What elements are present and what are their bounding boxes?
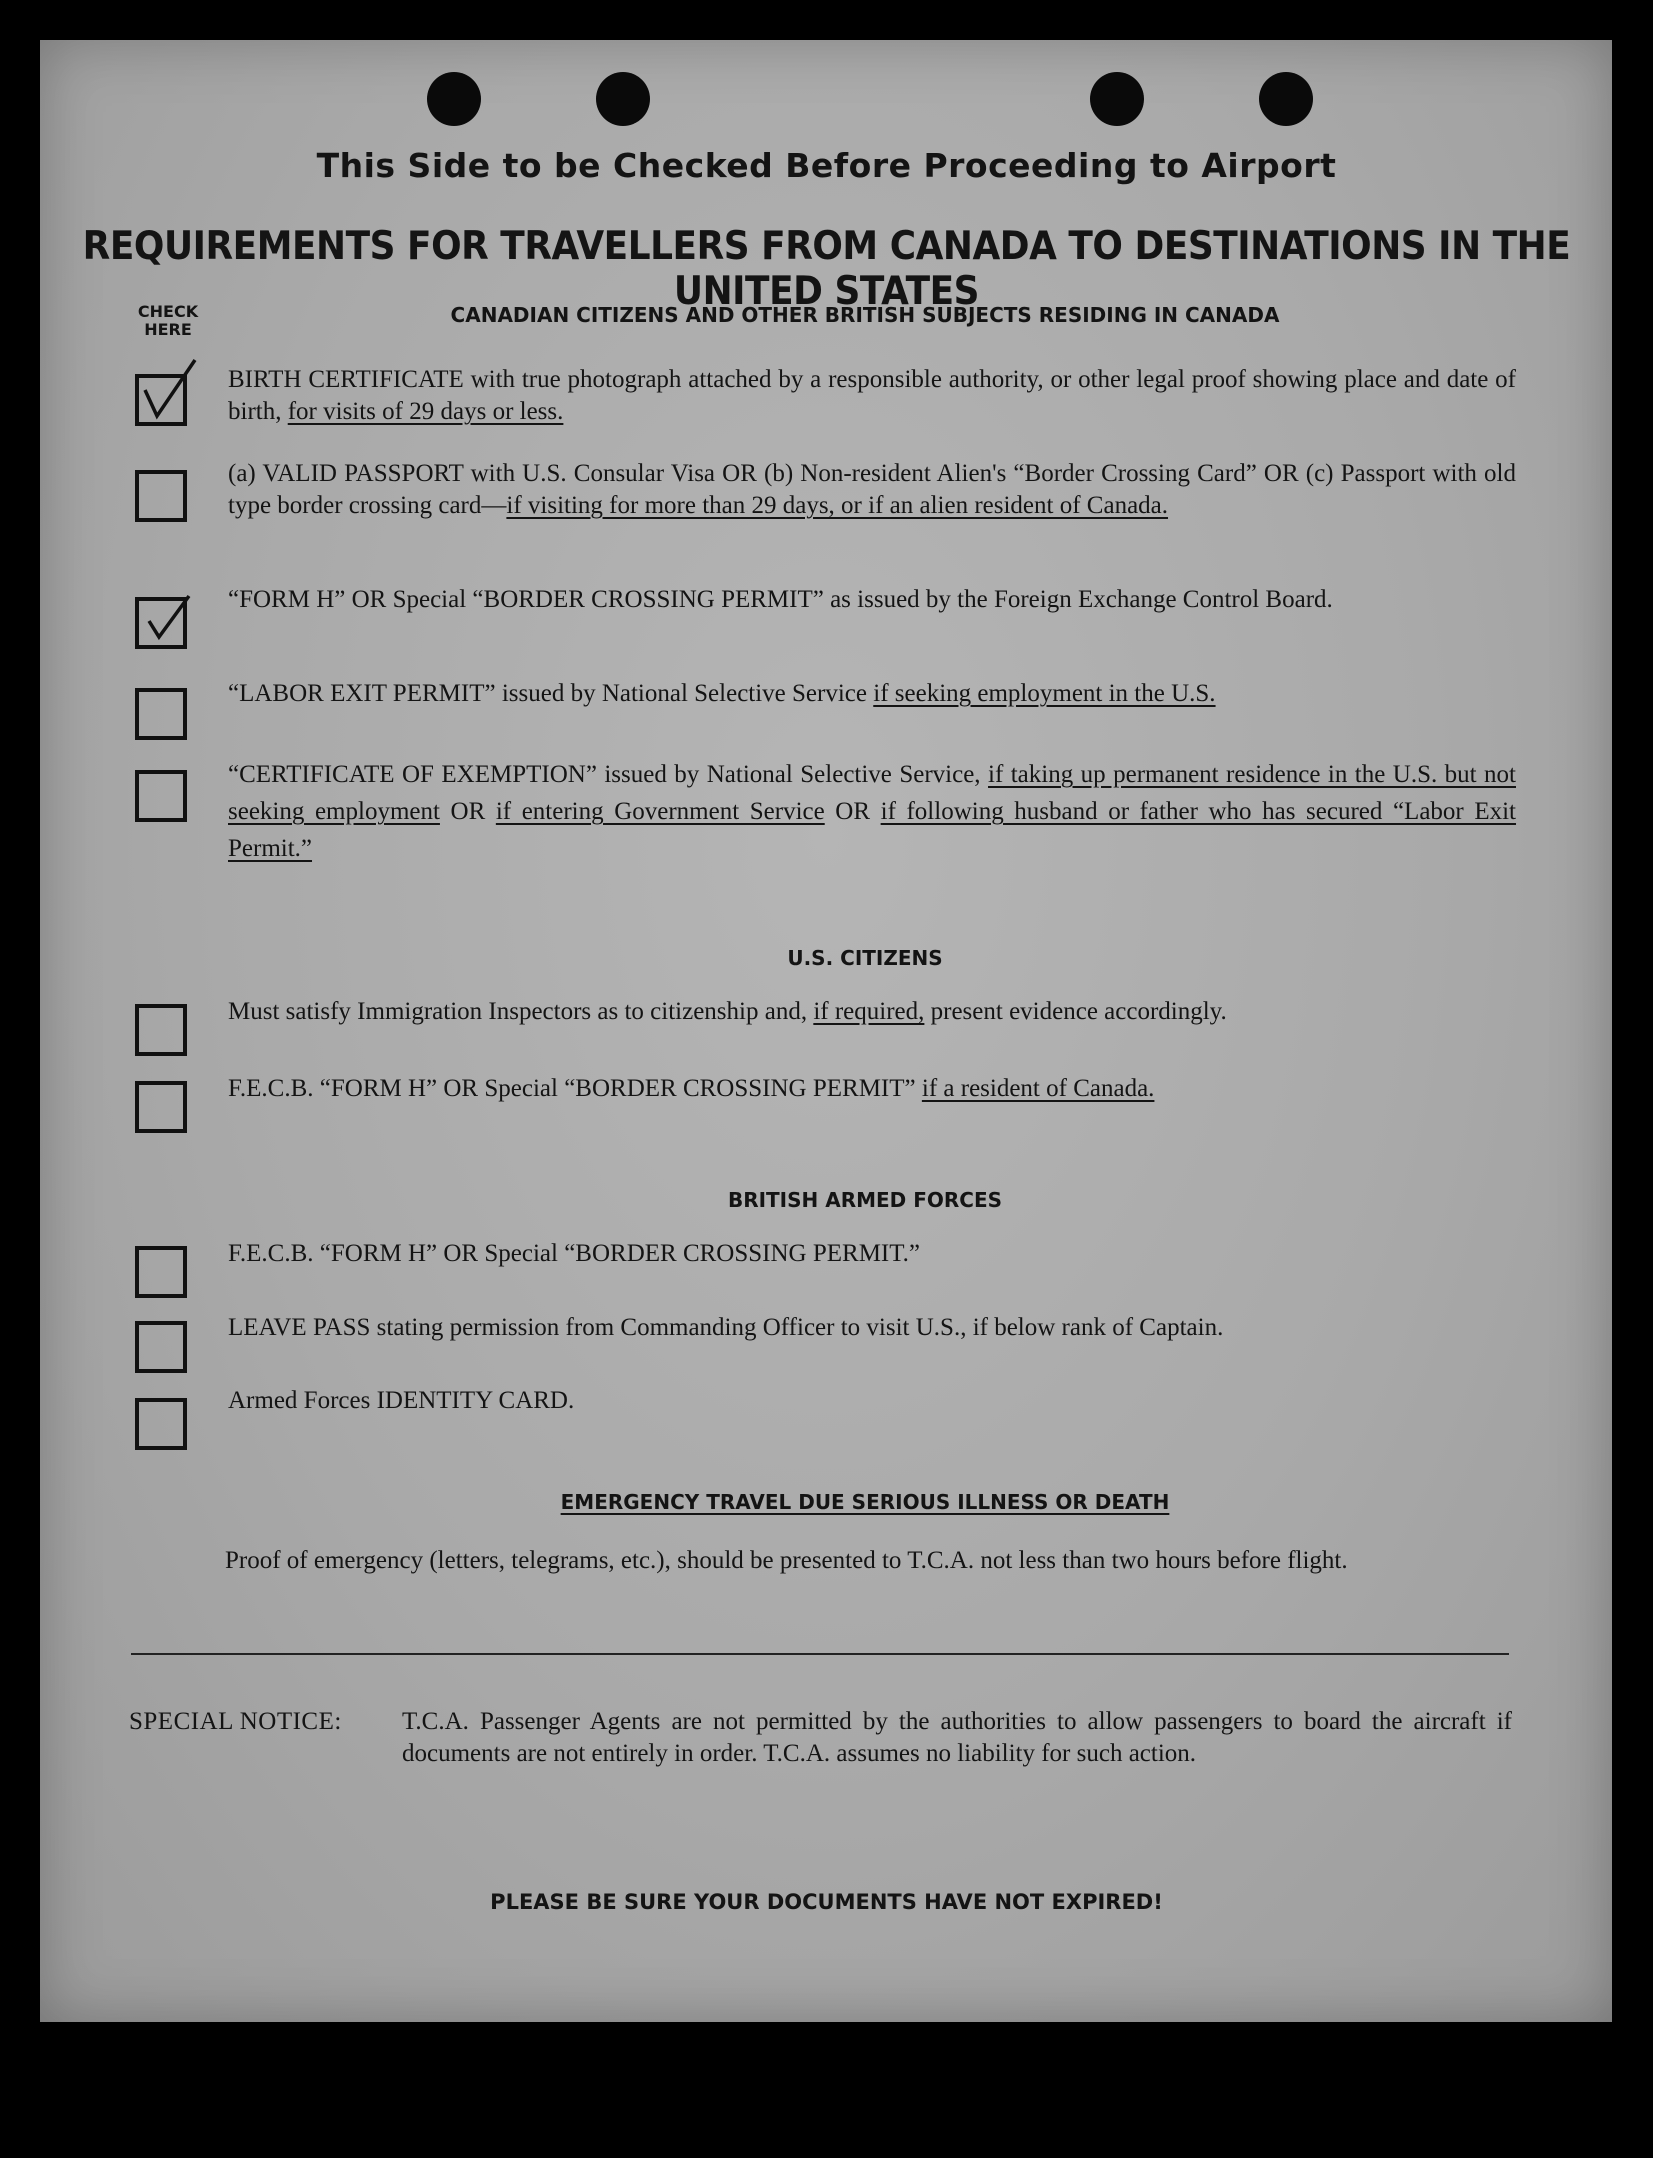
checkbox-leave-pass[interactable] — [135, 1321, 187, 1373]
checkbox-valid-passport[interactable] — [135, 470, 187, 522]
item-labor-exit-permit: “LABOR EXIT PERMIT” issued by National Selective Service if seeking employment in the U.S. — [228, 680, 1216, 707]
checkbox-satisfy-inspectors[interactable] — [135, 1004, 187, 1056]
divider — [131, 1653, 1509, 1655]
top-instruction: This Side to be Checked Before Proceeding to Airport — [316, 146, 1337, 185]
section-us-heading: U.S. CITIZENS — [787, 946, 943, 970]
item-satisfy-inspectors: Must satisfy Immigration Inspectors as to citizenship and, if required, present evidence accordingly. — [228, 998, 1227, 1025]
footer-reminder: PLEASE BE SURE YOUR DOCUMENTS HAVE NOT EXPIRED! — [490, 1890, 1163, 1914]
checkbox-identity-card[interactable] — [135, 1398, 187, 1450]
item-us-fecb-form-h: F.E.C.B. “FORM H” OR Special “BORDER CROSSING PERMIT” if a resident of Canada. — [228, 1075, 1155, 1102]
item-leave-pass: LEAVE PASS stating permission from Commanding Officer to visit U.S., if below rank of Captain. — [228, 1314, 1224, 1341]
checkbox-labor-exit-permit[interactable] — [135, 688, 187, 740]
checkbox-form-h[interactable] — [135, 597, 187, 649]
item-form-h: “FORM H” OR Special “BORDER CROSSING PERMIT” as issued by the Foreign Exchange Control Board. — [228, 586, 1333, 613]
checkmark-icon — [139, 378, 219, 448]
punch-hole — [1090, 72, 1144, 126]
checkbox-birth-certificate[interactable] — [135, 374, 187, 426]
item-birth-certificate: BIRTH CERTIFICATE with true photograph attached by a responsible authority, or other legal proof showing place and date of birth, for visits of 29 days or less. — [228, 366, 1516, 425]
page-title: REQUIREMENTS FOR TRAVELLERS FROM CANADA TO DESTINATIONS IN THE UNITED STATES — [82, 224, 1571, 314]
checkmark-icon — [139, 601, 219, 671]
section-british-heading: BRITISH ARMED FORCES — [727, 1188, 1003, 1212]
special-notice-label: SPECIAL NOTICE: — [129, 1708, 342, 1735]
item-british-fecb-form-h: F.E.C.B. “FORM H” OR Special “BORDER CROSSING PERMIT.” — [228, 1240, 921, 1267]
special-notice-text: T.C.A. Passenger Agents are not permitted by the authorities to allow passengers to board the aircraft if documents are not entirely in order. T.C.A. assumes no liability for such action. — [402, 1708, 1512, 1767]
checkbox-certificate-of-exemption[interactable] — [135, 770, 187, 822]
item-certificate-of-exemption: “CERTIFICATE OF EXEMPTION” issued by National Selective Service, if taking up permanent residence in the U.S. but not seeking employment OR if entering Government Service OR if following husband or father who has secured “Labor Exit Permit.” — [228, 761, 1517, 862]
item-valid-passport: (a) VALID PASSPORT with U.S. Consular Visa OR (b) Non-resident Alien's “Border Crossing Card” OR (c) Passport with old type border crossing card—if visiting for more than 29 days, or if an alien resident of Canada. — [228, 460, 1516, 519]
section-canadian-heading: CANADIAN CITIZENS AND OTHER BRITISH SUBJECTS RESIDING IN CANADA — [450, 303, 1280, 327]
section-emergency-heading: EMERGENCY TRAVEL DUE SERIOUS ILLNESS OR DEATH — [560, 1490, 1170, 1514]
checkbox-us-fecb-form-h[interactable] — [135, 1081, 187, 1133]
punch-hole — [1259, 72, 1313, 126]
punch-hole — [427, 72, 481, 126]
item-identity-card: Armed Forces IDENTITY CARD. — [228, 1387, 575, 1414]
punch-hole — [596, 72, 650, 126]
emergency-text: Proof of emergency (letters, telegrams, etc.), should be presented to T.C.A. not less than two hours before flight. — [225, 1547, 1348, 1574]
checkbox-british-fecb-form-h[interactable] — [135, 1246, 187, 1298]
check-here-label: CHECK HERE — [137, 302, 199, 339]
